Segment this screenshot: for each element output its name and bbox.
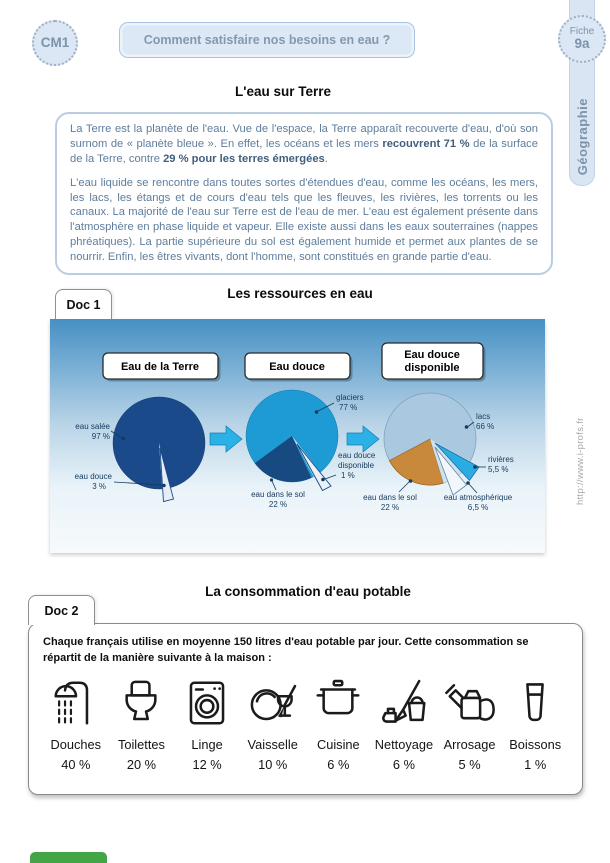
leader-dot (122, 437, 125, 440)
consumption-item-vaisselle (240, 676, 306, 772)
pie2-value-glaciers: 77 % (339, 403, 358, 412)
page-title (119, 22, 415, 58)
pie3-value-rivieres: 5,5 % (488, 465, 509, 474)
pie3-label-lacs: lacs (476, 412, 491, 421)
consumption-value: 12 % (192, 756, 222, 772)
dishes-icon (246, 676, 300, 730)
leader-dot (409, 479, 413, 483)
consumption-label: Nettoyage (374, 736, 434, 752)
pie2-label-glaciers: glaciers (336, 393, 364, 402)
pie3-title-line1: Eau douce (404, 349, 460, 361)
website-url: http://www.i-profs.fr (575, 417, 586, 505)
consumption-item-linge (174, 676, 240, 772)
consumption-label: Linge (191, 736, 223, 752)
water-resources-figure (50, 319, 545, 553)
pie2-title: Eau douce (269, 361, 325, 373)
leader-dot (321, 478, 325, 482)
level-label: CM1 (40, 34, 70, 50)
drinking-glass-icon (508, 676, 562, 730)
consumption-label: Toilettes (117, 736, 165, 752)
consumption-value: 10 % (258, 756, 288, 772)
fiche-label: Fiche (569, 25, 595, 37)
pie3-title-line2: disponible (404, 362, 460, 374)
pie2-label-disponible-line1: eau douce (338, 451, 376, 460)
shower-icon (49, 676, 103, 730)
pie3-label-rivieres: rivières (488, 455, 514, 464)
leader-dot (466, 481, 470, 485)
consumption-item-douches (43, 676, 109, 772)
consumption-label: Douches (50, 736, 102, 752)
intro-paragraph-2: L'eau liquide se rencontre dans toutes sortes d'étendues d'eau, comme les océans, les mers, les lacs, les étangs et de cours d'eau tels que les fleuves, les rivières, les torrents ou les canaux. La majorité de l'eau sur Terre est de l'eau de mer. L'eau est également présente dans l'atmosphère en phase liquide et vapeur. Elle existe aussi dans les eaux souterraines (nappes phréatiques). La partie supérieure du sol est également humide et permet aux plantes de se nourrir. Enfin, les êtres vivants, dont l'homme, sont constitués en grande partie d'eau. (70, 176, 538, 264)
consumption-intro-text: Chaque français utilise en moyenne 150 litres d'eau potable par jour. Cette consommation se répartit de la manière suivante à la maison : (43, 636, 529, 664)
fiche-badge (558, 15, 606, 63)
pie3-value-atmospherique: 6,5 % (467, 503, 489, 512)
watering-can-icon (443, 676, 497, 730)
consumption-label: Cuisine (316, 736, 360, 752)
cleaning-icon (377, 676, 431, 730)
leader-dot (315, 410, 319, 414)
consumption-row (43, 676, 568, 772)
consumption-value: 6 % (327, 756, 350, 772)
consumption-value: 5 % (458, 756, 481, 772)
fiche-number: 9a (574, 36, 590, 52)
page-title-text: Comment satisfaire nos besoins en eau ? (143, 33, 391, 47)
consumption-item-boissons (502, 676, 568, 772)
water-consumption-box (28, 623, 583, 795)
pie1-title: Eau de la Terre (120, 361, 200, 373)
intro-text-box (55, 112, 553, 275)
pie1-label-eau-salee: eau salée (75, 422, 110, 431)
consumption-label: Boissons (509, 736, 562, 752)
consumption-value: 40 % (61, 756, 91, 772)
washing-machine-icon (180, 676, 234, 730)
leader-dot (162, 484, 165, 487)
consumption-item-cuisine (306, 676, 372, 772)
section-heading-eau-sur-terre: L'eau sur Terre (235, 84, 331, 99)
doc1-heading: Les ressources en eau (227, 286, 373, 301)
next-doc-tab-partial (30, 852, 107, 863)
consumption-item-nettoyage (371, 676, 437, 772)
pie3-label-atmospherique: eau atmosphérique (443, 493, 513, 502)
consumption-item-arrosage (437, 676, 503, 772)
consumption-label: Vaisselle (247, 736, 298, 752)
consumption-value: 6 % (392, 756, 415, 772)
doc2-heading: La consommation d'eau potable (205, 584, 411, 599)
leader-dot (270, 478, 273, 481)
leader-dot (473, 465, 477, 469)
pie2-value-sol: 22 % (268, 500, 288, 509)
pie3-label-sol: eau dans le sol (363, 493, 417, 502)
consumption-label: Arrosage (443, 736, 496, 752)
pie3-value-sol: 22 % (380, 503, 400, 512)
toilet-icon (114, 676, 168, 730)
pie2-label-sol: eau dans le sol (251, 490, 305, 499)
intro-paragraph-1: La Terre est la planète de l'eau. Vue de l'espace, la Terre apparaît recouverte d'eau, d'où son surnom de « planète bleue ». En effet, les océans et les mers recouvrent 71 % de la surface de la Terre, contre 29 % pour les terres émergées. (70, 123, 538, 165)
level-badge (32, 20, 78, 66)
consumption-value: 20 % (126, 756, 157, 772)
doc2-tab: Doc 2 (28, 595, 95, 625)
consumption-item-toilettes (109, 676, 175, 772)
pie1-label-eau-douce: eau douce (74, 472, 112, 481)
leader-dot (465, 425, 469, 429)
pie1-value-eau-salee: 97 % (91, 432, 110, 441)
pie2-label-disponible-line2: disponible (338, 461, 375, 470)
doc1-tab: Doc 1 (55, 289, 112, 319)
cooking-pot-icon (311, 676, 365, 730)
pie1-value-eau-douce: 3 % (92, 482, 106, 491)
subject-label: Géographie (574, 97, 590, 175)
pie3-value-lacs: 66 % (476, 422, 495, 431)
pie2-value-disponible: 1 % (341, 471, 355, 480)
consumption-value: 1 % (524, 756, 547, 772)
pie-charts-svg (50, 319, 545, 553)
